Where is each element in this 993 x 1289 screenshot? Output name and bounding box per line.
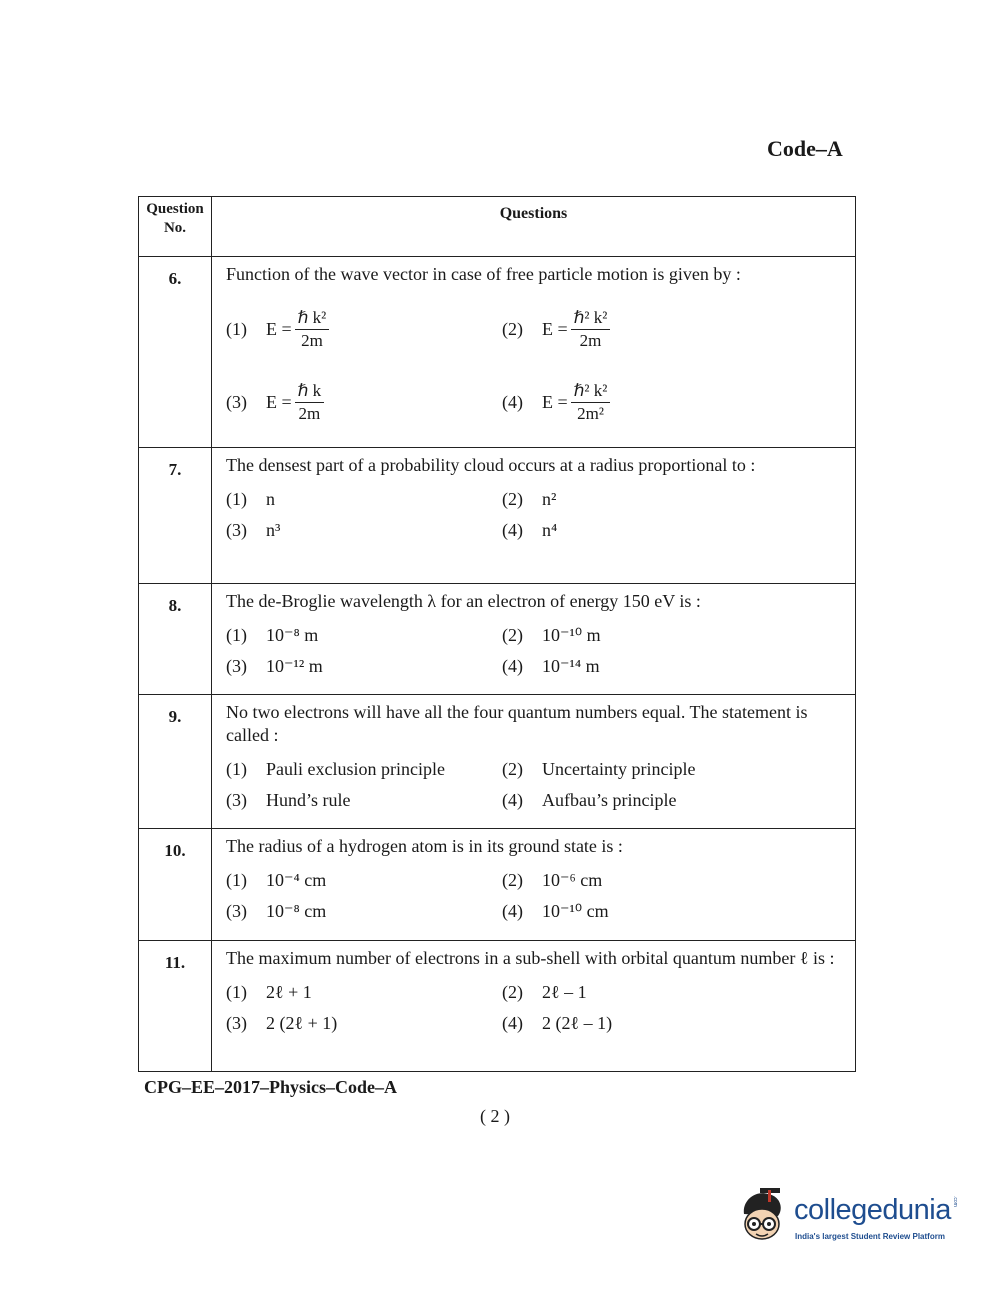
fraction: $\frac{\text{ℏ² k²}}{2m}$: [571, 308, 611, 351]
options-grid: [226, 489, 849, 541]
option: (1) Pauli exclusion principle: [226, 759, 445, 779]
question-body: [212, 257, 856, 448]
question-row: [139, 695, 856, 829]
questions-table: [138, 196, 856, 1072]
question-body: [212, 448, 856, 584]
option: (3) n³: [226, 520, 281, 540]
option: (1) n: [226, 489, 275, 509]
question-text: No two electrons will have all the four quantum numbers equal. The statement is called :: [226, 702, 808, 745]
option: (4) 2 (2ℓ – 1): [502, 1013, 613, 1033]
option: (3) E = $\frac{\text{ℏ k}}{2m}$: [226, 381, 502, 424]
question-body: [212, 695, 856, 829]
question-text: Function of the wave vector in case of free particle motion is given by :: [226, 264, 741, 284]
option: (1) E = $\frac{\text{ℏ k²}}{2m}$: [226, 308, 502, 351]
option: (4) n⁴: [502, 520, 558, 540]
brand-suffix: .com: [952, 1196, 958, 1207]
option: (4) Aufbau’s principle: [502, 790, 677, 810]
question-row: [139, 448, 856, 584]
question-body: [212, 941, 856, 1072]
questions-header: Questions: [212, 197, 856, 257]
table-header-row: [139, 197, 856, 257]
options-grid: [226, 308, 849, 424]
question-text: The radius of a hydrogen atom is in its ground state is :: [226, 836, 623, 856]
fraction: $\frac{\text{ℏ k²}}{2m}$: [295, 308, 330, 351]
option: (1) 2ℓ + 1: [226, 982, 312, 1002]
option: (4) 10⁻¹⁴ m: [502, 656, 600, 676]
option: (1) 10⁻⁸ m: [226, 625, 319, 645]
paper-code: Code–A: [767, 136, 843, 161]
options-grid: [226, 982, 849, 1034]
question-number: 10.: [139, 829, 212, 941]
option: (2) 2ℓ – 1: [502, 982, 587, 1002]
option: (3) Hund’s rule: [226, 790, 351, 810]
question-text: The de-Broglie wavelength λ for an electron of energy 150 eV is :: [226, 591, 701, 611]
question-body: [212, 584, 856, 695]
question-text: The densest part of a probability cloud occurs at a radius proportional to :: [226, 455, 756, 475]
brand-name: collegedunia: [794, 1194, 951, 1226]
option: (3) 2 (2ℓ + 1): [226, 1013, 338, 1033]
option: (2) E = $\frac{\text{ℏ² k²}}{2m}$: [502, 308, 849, 351]
option: (2) n²: [502, 489, 557, 509]
option: (3) 10⁻⁸ cm: [226, 901, 327, 921]
fraction: $\frac{\text{ℏ² k²}}{\text{2m²}}$: [571, 381, 611, 424]
option: (4) E = $\frac{\text{ℏ² k²}}{\text{2m²}}$: [502, 381, 849, 424]
option: (1) 10⁻⁴ cm: [226, 870, 327, 890]
question-no-header: Question No.: [139, 197, 212, 257]
options-grid: [226, 870, 849, 922]
question-number: 8.: [139, 584, 212, 695]
question-text: The maximum number of electrons in a sub-shell with orbital quantum number ℓ is :: [226, 948, 835, 968]
question-row: [139, 257, 856, 448]
option: (2) Uncertainty principle: [502, 759, 696, 779]
brand-tagline: India's largest Student Review Platform: [795, 1232, 945, 1241]
options-grid: [226, 625, 849, 677]
question-body: [212, 829, 856, 941]
fraction: $\frac{\text{ℏ k}}{2m}$: [295, 381, 325, 424]
page-number: ( 2 ): [480, 1106, 510, 1126]
student-mascot-icon: [738, 1186, 792, 1252]
option: (4) 10⁻¹⁰ cm: [502, 901, 609, 921]
question-row: [139, 941, 856, 1072]
question-number: 9.: [139, 695, 212, 829]
option: (3) 10⁻¹² m: [226, 656, 323, 676]
options-grid: [226, 759, 849, 811]
question-row: [139, 829, 856, 941]
question-number: 11.: [139, 941, 212, 1072]
option: (2) 10⁻⁶ cm: [502, 870, 603, 890]
option: (2) 10⁻¹⁰ m: [502, 625, 601, 645]
question-number: 7.: [139, 448, 212, 584]
question-row: [139, 584, 856, 695]
question-number: 6.: [139, 257, 212, 448]
collegedunia-logo: [738, 1186, 968, 1256]
footer-paper-code: CPG–EE–2017–Physics–Code–A: [144, 1077, 398, 1097]
